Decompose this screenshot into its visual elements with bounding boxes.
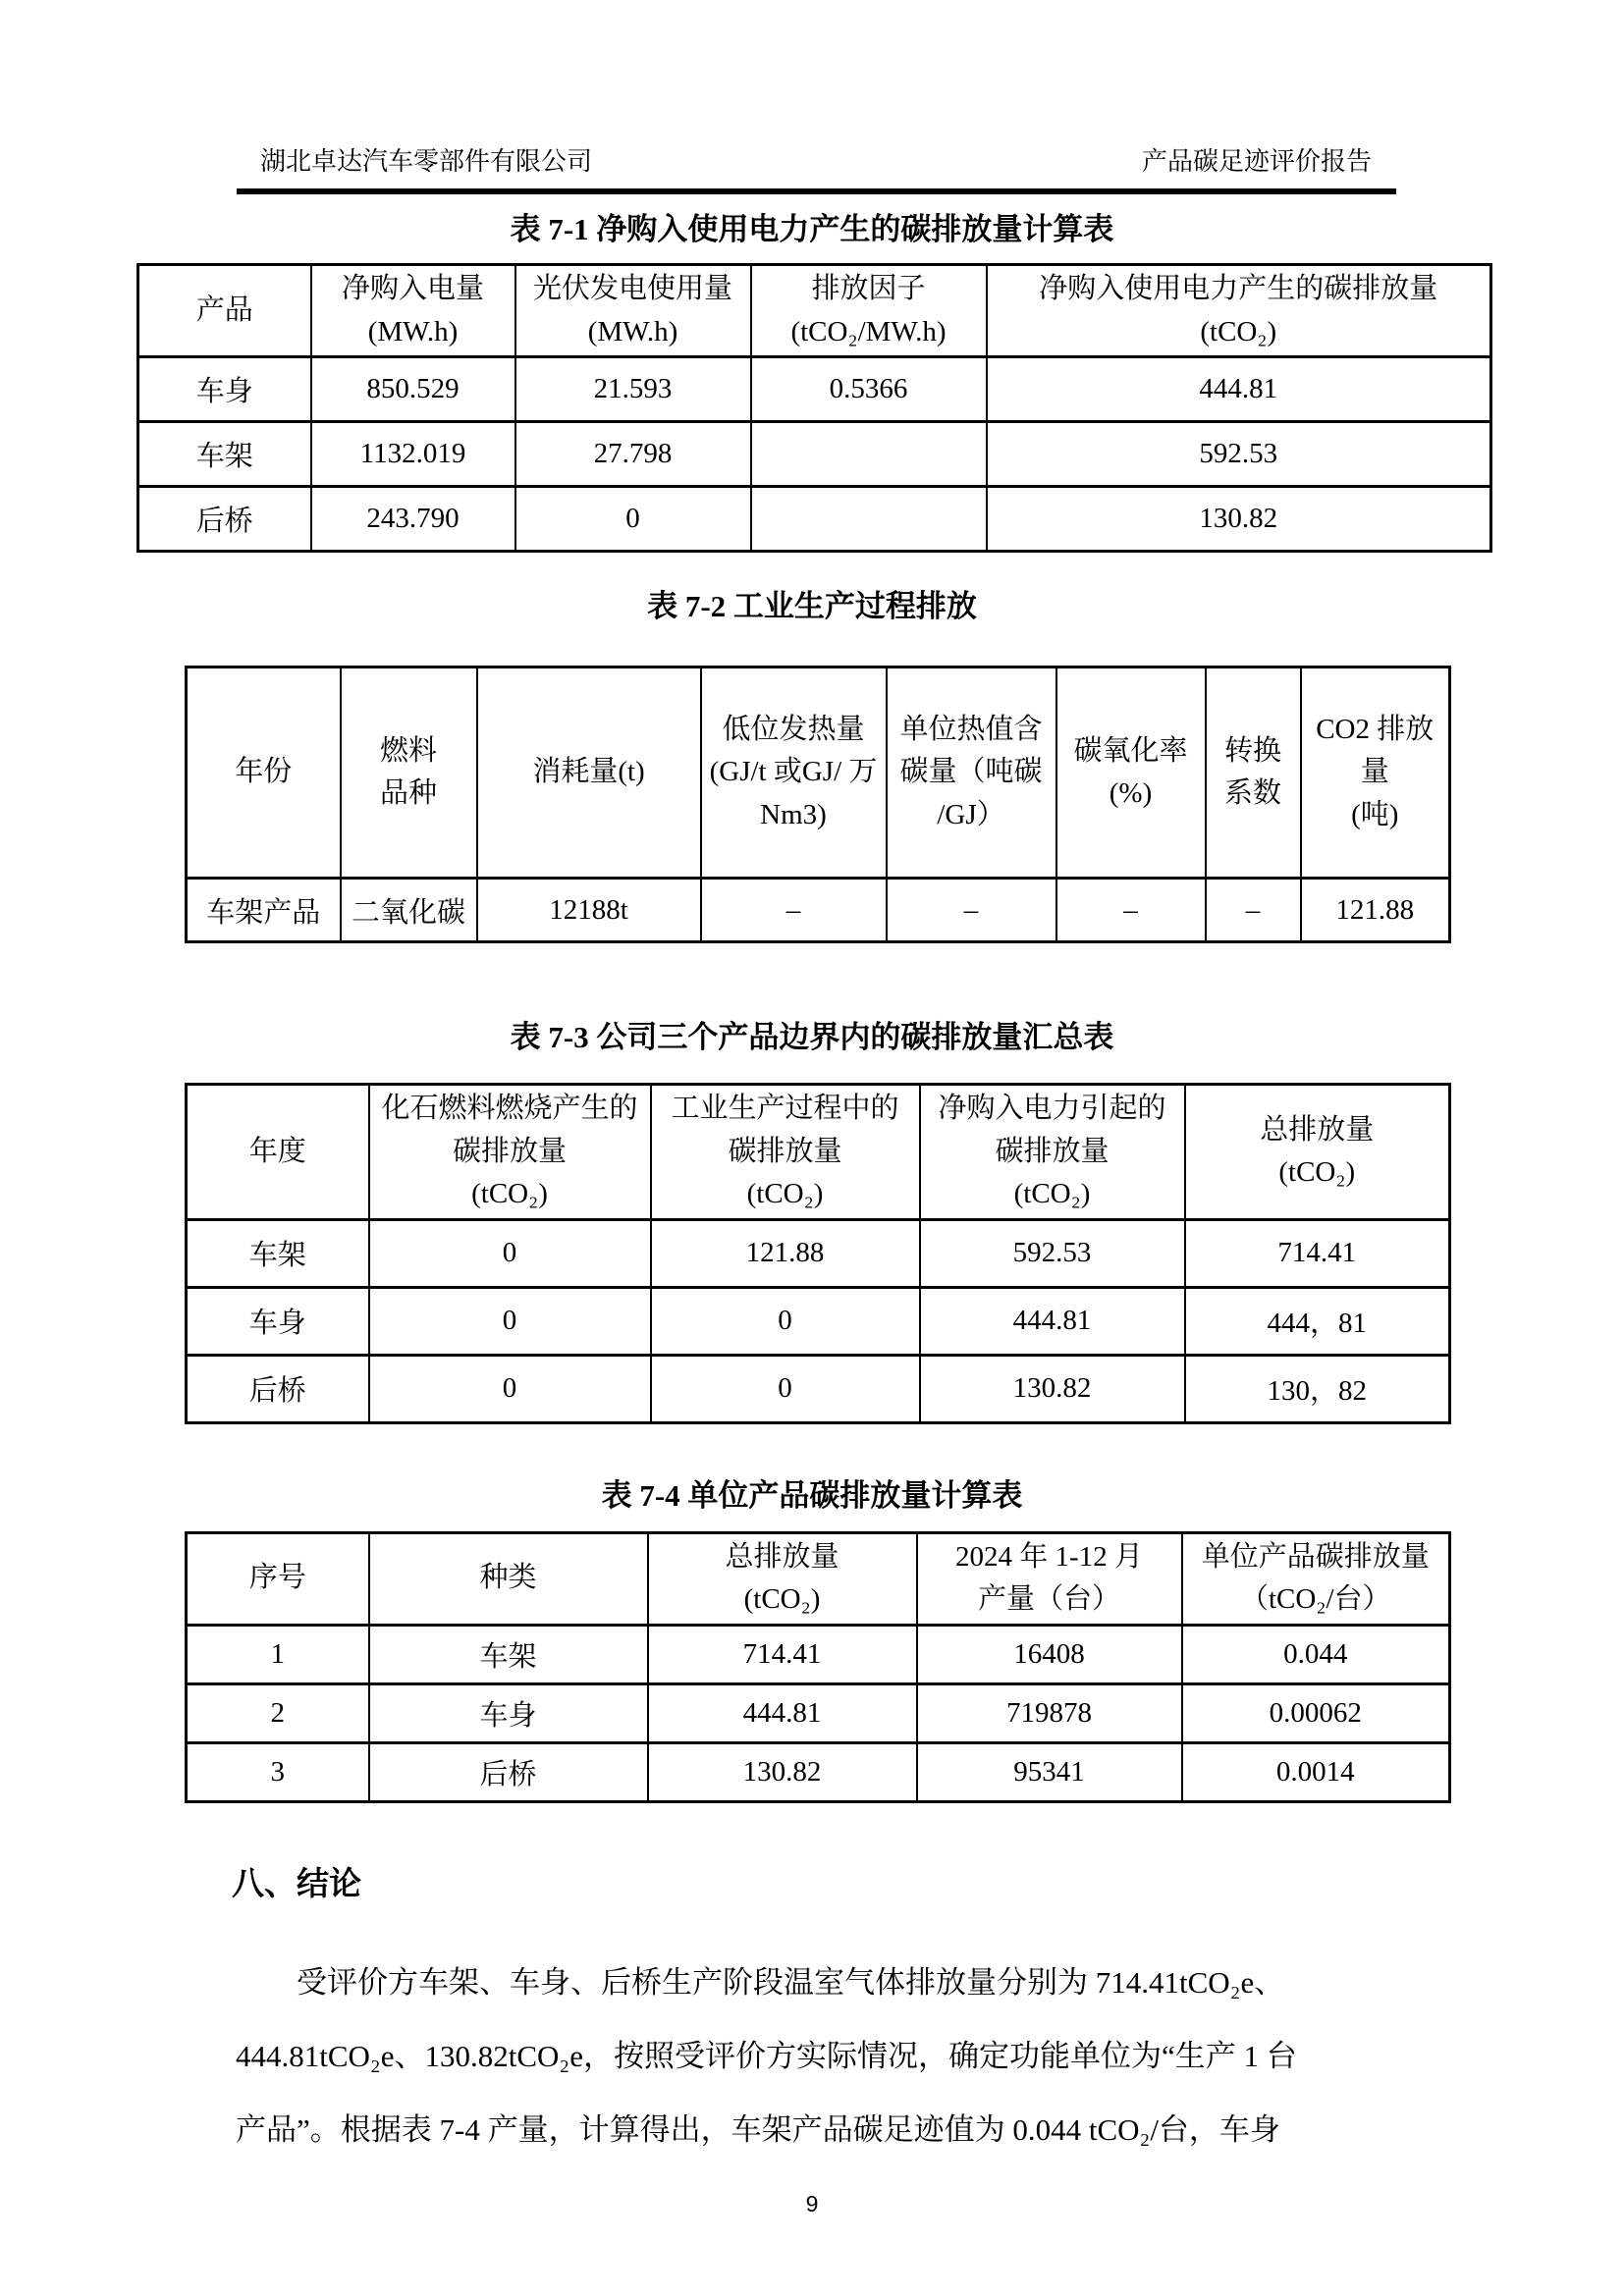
- header-row: [187, 1532, 1450, 1625]
- header-report-title: 产品碳足迹评价报告: [1141, 147, 1372, 176]
- table-row: [187, 879, 1450, 942]
- column-header: 工业生产过程中的碳排放量 (tCO₂): [651, 1085, 920, 1220]
- table-cell: 130，82: [1185, 1355, 1450, 1422]
- table-cell: –: [1206, 879, 1301, 942]
- column-header: 光伏发电使用量 (MW.h): [515, 265, 751, 357]
- column-header: 单位产品碳排放量 （tCO₂/台）: [1182, 1532, 1450, 1625]
- column-header: 序号: [187, 1532, 369, 1625]
- table-7-1: [136, 263, 1492, 553]
- header-row: [187, 667, 1450, 879]
- table-7-2: [185, 666, 1451, 943]
- table-body: [138, 357, 1491, 552]
- table-cell: 二氧化碳: [341, 879, 477, 942]
- table-cell: 0.00062: [1182, 1683, 1450, 1742]
- table-head: [138, 265, 1491, 357]
- paragraph-line: 444.81tCO₂e、130.82tCO₂e，按照受评价方实际情况，确定功能单位为“生产 1 台: [236, 2038, 1297, 2073]
- table-cell: 12188t: [477, 879, 701, 942]
- table-cell: 0.0014: [1182, 1742, 1450, 1801]
- table-7-2-title: 表 7-2 工业生产过程排放: [647, 589, 977, 623]
- column-header: 产品: [138, 265, 311, 357]
- table-head: [187, 1085, 1450, 1220]
- table-cell: 车架产品: [187, 879, 341, 942]
- column-header: 2024 年 1-12 月 产量（台）: [917, 1532, 1182, 1625]
- column-header: 转换 系数: [1206, 667, 1301, 879]
- table-row: [138, 357, 1491, 422]
- table-cell: 444.81: [987, 357, 1491, 422]
- column-header: 低位发热量 (GJ/t 或GJ/ 万 Nm3): [701, 667, 887, 879]
- table-7-4-title: 表 7-4 单位产品碳排放量计算表: [601, 1477, 1023, 1513]
- header-row: [138, 265, 1491, 357]
- page-header: [237, 145, 1396, 194]
- table-cell: 车身: [187, 1287, 369, 1355]
- table-row: [187, 1219, 1450, 1287]
- paragraph-line: 受评价方车架、车身、后桥生产阶段温室气体排放量分别为 714.41tCO₂e、: [297, 1964, 1285, 2000]
- table-head: [187, 667, 1450, 879]
- table-cell: 1132.019: [311, 422, 515, 487]
- table-cell: 714.41: [648, 1625, 917, 1683]
- table-7-3: [185, 1083, 1451, 1424]
- table-row: [187, 1683, 1450, 1742]
- table-row: [138, 422, 1491, 487]
- table-cell: 后桥: [369, 1742, 648, 1801]
- table-cell: –: [701, 879, 887, 942]
- table-cell: 121.88: [651, 1219, 920, 1287]
- table-body: [187, 1625, 1450, 1801]
- page-number: 9: [805, 2191, 819, 2216]
- table-cell: 850.529: [311, 357, 515, 422]
- table-cell: 1: [187, 1625, 369, 1683]
- column-header: 总排放量 (tCO₂): [648, 1532, 917, 1625]
- table-row: [187, 1355, 1450, 1422]
- table-row: [187, 1287, 1450, 1355]
- table-cell: 车架: [138, 422, 311, 487]
- table-body: [187, 1219, 1450, 1422]
- table-cell: 444.81: [920, 1287, 1185, 1355]
- conclusion-heading: 八、结论: [232, 1866, 361, 1902]
- column-header: 净购入使用电力产生的碳排放量 (tCO₂): [987, 265, 1491, 357]
- table-cell: 130.82: [648, 1742, 917, 1801]
- column-header: 净购入电力引起的碳排放量 (tCO₂): [920, 1085, 1185, 1220]
- table-cell: 3: [187, 1742, 369, 1801]
- column-header: 碳氧化率 (%): [1056, 667, 1206, 879]
- table-cell: 130.82: [920, 1355, 1185, 1422]
- header-row: [187, 1085, 1450, 1220]
- table-cell: 车身: [369, 1683, 648, 1742]
- table-cell: [751, 487, 987, 552]
- table-row: [187, 1742, 1450, 1801]
- column-header: CO2 排放量 (吨): [1301, 667, 1450, 879]
- table-cell: 0: [369, 1219, 651, 1287]
- table-cell: 0.5366: [751, 357, 987, 422]
- column-header: 化石燃料燃烧产生的碳排放量 (tCO₂): [369, 1085, 651, 1220]
- column-header: 消耗量(t): [477, 667, 701, 879]
- column-header: 年份: [187, 667, 341, 879]
- table-cell: 车架: [187, 1219, 369, 1287]
- table-head: [187, 1532, 1450, 1625]
- table-cell: 444，81: [1185, 1287, 1450, 1355]
- column-header: 种类: [369, 1532, 648, 1625]
- table-cell: 2: [187, 1683, 369, 1742]
- table-cell: 车架: [369, 1625, 648, 1683]
- table-cell: 后桥: [138, 487, 311, 552]
- table-cell: 0: [369, 1287, 651, 1355]
- table-cell: 714.41: [1185, 1219, 1450, 1287]
- table-cell: 0.044: [1182, 1625, 1450, 1683]
- column-header: 总排放量 (tCO₂): [1185, 1085, 1450, 1220]
- table-cell: –: [887, 879, 1056, 942]
- table-cell: 243.790: [311, 487, 515, 552]
- table-cell: 719878: [917, 1683, 1182, 1742]
- table-cell: 车身: [138, 357, 311, 422]
- table-cell: 0: [369, 1355, 651, 1422]
- table-cell: 130.82: [987, 487, 1491, 552]
- table-cell: 0: [651, 1287, 920, 1355]
- table-row: [138, 487, 1491, 552]
- table-cell: 121.88: [1301, 879, 1450, 942]
- table-cell: 27.798: [515, 422, 751, 487]
- table-body: [187, 879, 1450, 942]
- paragraph-line: 产品”。根据表 7-4 产量，计算得出，车架产品碳足迹值为 0.044 tCO₂/台，车身: [236, 2111, 1280, 2147]
- table-cell: –: [1056, 879, 1206, 942]
- table-cell: 后桥: [187, 1355, 369, 1422]
- column-header: 年度: [187, 1085, 369, 1220]
- table-cell: 592.53: [920, 1219, 1185, 1287]
- column-header: 净购入电量 (MW.h): [311, 265, 515, 357]
- table-cell: 592.53: [987, 422, 1491, 487]
- table-cell: 21.593: [515, 357, 751, 422]
- column-header: 单位热值含碳量（吨碳 /GJ）: [887, 667, 1056, 879]
- header-company-name: 湖北卓达汽车零部件有限公司: [260, 147, 593, 176]
- table-cell: 0: [515, 487, 751, 552]
- column-header: 燃料 品种: [341, 667, 477, 879]
- table-7-1-title: 表 7-1 净购入使用电力产生的碳排放量计算表: [510, 212, 1114, 246]
- table-cell: 444.81: [648, 1683, 917, 1742]
- table-cell: 95341: [917, 1742, 1182, 1801]
- table-cell: 0: [651, 1355, 920, 1422]
- column-header: 排放因子 (tCO₂/MW.h): [751, 265, 987, 357]
- table-row: [187, 1625, 1450, 1683]
- table-7-3-title: 表 7-3 公司三个产品边界内的碳排放量汇总表: [510, 1020, 1114, 1054]
- table-cell: [751, 422, 987, 487]
- conclusion-paragraph: [236, 1946, 1428, 2166]
- table-7-4: [185, 1531, 1451, 1803]
- table-cell: 16408: [917, 1625, 1182, 1683]
